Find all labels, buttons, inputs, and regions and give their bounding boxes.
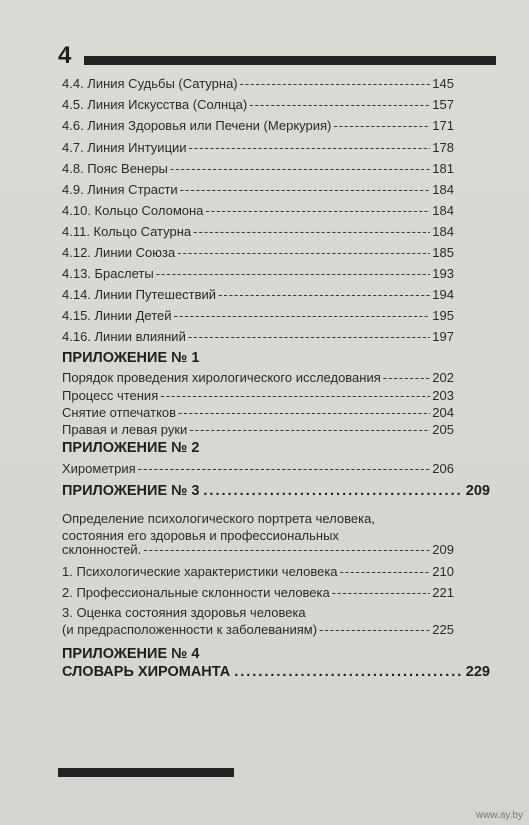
toc-entry xyxy=(62,118,454,138)
toc-entry-page: 206 xyxy=(432,461,454,476)
top-rule xyxy=(84,56,496,65)
toc-entry-title: Снятие отпечатков xyxy=(62,405,177,420)
toc-entry xyxy=(62,622,454,642)
toc-entry xyxy=(62,76,454,96)
toc-entry-page: 184 xyxy=(432,203,454,218)
leader-dots xyxy=(177,245,430,260)
toc-entry-page: 202 xyxy=(432,370,454,385)
appendix-3-heading: ПРИЛОЖЕНИЕ № 3 xyxy=(62,483,200,499)
leader-dots xyxy=(249,97,430,112)
leader-dots xyxy=(332,585,431,600)
appendix-4-heading: ПРИЛОЖЕНИЕ № 4 xyxy=(62,646,200,662)
leader-dots xyxy=(189,422,430,437)
leader-dots xyxy=(319,622,430,637)
toc-entry-page: 193 xyxy=(432,266,454,281)
toc-entry xyxy=(62,370,454,390)
toc-entry-title: 4.8. Пояс Венеры xyxy=(62,161,168,176)
toc-entry xyxy=(62,461,454,481)
leader-dots xyxy=(178,405,430,420)
leader-dots xyxy=(340,564,431,579)
toc-entry-page: 205 xyxy=(432,422,454,437)
toc-entry-page: 225 xyxy=(432,622,454,637)
appendix-1-heading: ПРИЛОЖЕНИЕ № 1 xyxy=(62,350,200,366)
leader-dots xyxy=(240,76,431,91)
toc-entry-page: 184 xyxy=(432,182,454,197)
toc-entry-page: 145 xyxy=(432,76,454,91)
toc-entry xyxy=(62,287,454,307)
toc-entry-title: Процесс чтения xyxy=(62,388,159,403)
toc-entry-title: 4.12. Линии Союза xyxy=(62,245,176,260)
toc-entry xyxy=(62,140,454,160)
appendix-3-item3-line: 3. Оценка состояния здоровья человека xyxy=(62,605,306,620)
toc-entry-page: 185 xyxy=(432,245,454,260)
leader-dots xyxy=(170,161,430,176)
toc-entry-page: 157 xyxy=(432,97,454,112)
toc-entry-page: 194 xyxy=(432,287,454,302)
leader-dots xyxy=(180,182,431,197)
toc-entry-title: Хирометрия xyxy=(62,461,136,476)
toc-entry xyxy=(62,224,454,244)
toc-entry xyxy=(62,329,454,349)
bottom-rule xyxy=(58,768,234,777)
toc-entry-page: 184 xyxy=(432,224,454,239)
toc-entry xyxy=(62,97,454,117)
leader-dots xyxy=(189,140,431,155)
appendix-4-page: 229 xyxy=(465,664,490,680)
toc-entry xyxy=(62,542,454,562)
toc-entry-title: Правая и левая руки xyxy=(62,422,188,437)
toc-entry-page: 181 xyxy=(432,161,454,176)
leader-dots xyxy=(143,542,430,557)
appendix-3-intro-line: Определение психологического портрета человека, xyxy=(62,511,375,526)
toc-entry-title: 4.13. Браслеты xyxy=(62,266,154,281)
toc-entry-title: 4.4. Линия Судьбы (Сатурна) xyxy=(62,76,238,91)
toc-entry-page: 197 xyxy=(432,329,454,344)
toc-entry-title: 1. Психологические характеристики человека xyxy=(62,564,338,579)
toc-entry-title: (и предрасположенности к заболеваниям) xyxy=(62,622,318,637)
toc-entry-title: 4.5. Линия Искусства (Солнца) xyxy=(62,97,248,112)
toc-entry xyxy=(62,182,454,202)
toc-entry-title: 4.10. Кольцо Соломона xyxy=(62,203,204,218)
toc-entry-page: 221 xyxy=(432,585,454,600)
toc-entry-title: Порядок проведения хирологического исследования xyxy=(62,370,381,385)
toc-entry-title: 4.6. Линия Здоровья или Печени (Меркурия) xyxy=(62,118,332,133)
toc-entry-page: 209 xyxy=(432,542,454,557)
toc-entry xyxy=(62,308,454,328)
watermark: www.ay.by xyxy=(475,810,523,821)
leader-dots xyxy=(138,461,431,476)
leader-dots xyxy=(160,388,430,403)
toc-entry xyxy=(62,585,454,605)
toc-entry-page: 171 xyxy=(432,118,454,133)
toc-entry xyxy=(62,161,454,181)
toc-entry-title: 2. Профессиональные склонности человека xyxy=(62,585,330,600)
leader-dots xyxy=(383,370,431,385)
toc-entry xyxy=(62,564,454,584)
toc-entry-page: 178 xyxy=(432,140,454,155)
leader-dots xyxy=(218,287,430,302)
leader-dots xyxy=(193,224,430,239)
toc-entry-title: 4.14. Линии Путешествий xyxy=(62,287,217,302)
toc-entry xyxy=(62,422,454,442)
leader-dots xyxy=(205,203,430,218)
appendix-2-heading: ПРИЛОЖЕНИЕ № 2 xyxy=(62,440,200,456)
toc-entry-page: 204 xyxy=(432,405,454,420)
toc-entry-title: 4.15. Линии Детей xyxy=(62,308,172,323)
appendix-3-row xyxy=(62,483,490,505)
toc-entry-page: 195 xyxy=(432,308,454,323)
toc-entry-page: 203 xyxy=(432,388,454,403)
toc-entry xyxy=(62,203,454,223)
toc-entry-title: 4.7. Линия Интуиции xyxy=(62,140,187,155)
leader-dots xyxy=(333,118,430,133)
leader-dots xyxy=(156,266,431,281)
leader-dots xyxy=(234,664,462,680)
appendix-3-page: 209 xyxy=(465,483,490,499)
toc-entry xyxy=(62,266,454,286)
toc-entry-title: 4.9. Линия Страсти xyxy=(62,182,178,197)
toc-entry-page: 210 xyxy=(432,564,454,579)
page-number: 4 xyxy=(58,42,72,69)
toc-entry-title: склонностей. xyxy=(62,542,142,557)
appendix-4-row xyxy=(62,664,490,686)
leader-dots xyxy=(188,329,430,344)
toc-entry xyxy=(62,245,454,265)
leader-dots xyxy=(174,308,431,323)
leader-dots xyxy=(203,483,461,499)
toc-entry-title: 4.11. Кольцо Сатурна xyxy=(62,224,192,239)
toc-entry-title: 4.16. Линии влияний xyxy=(62,329,186,344)
appendix-3-intro-line: состояния его здоровья и профессиональных xyxy=(62,528,339,543)
appendix-4-title: СЛОВАРЬ ХИРОМАНТА xyxy=(62,664,231,680)
